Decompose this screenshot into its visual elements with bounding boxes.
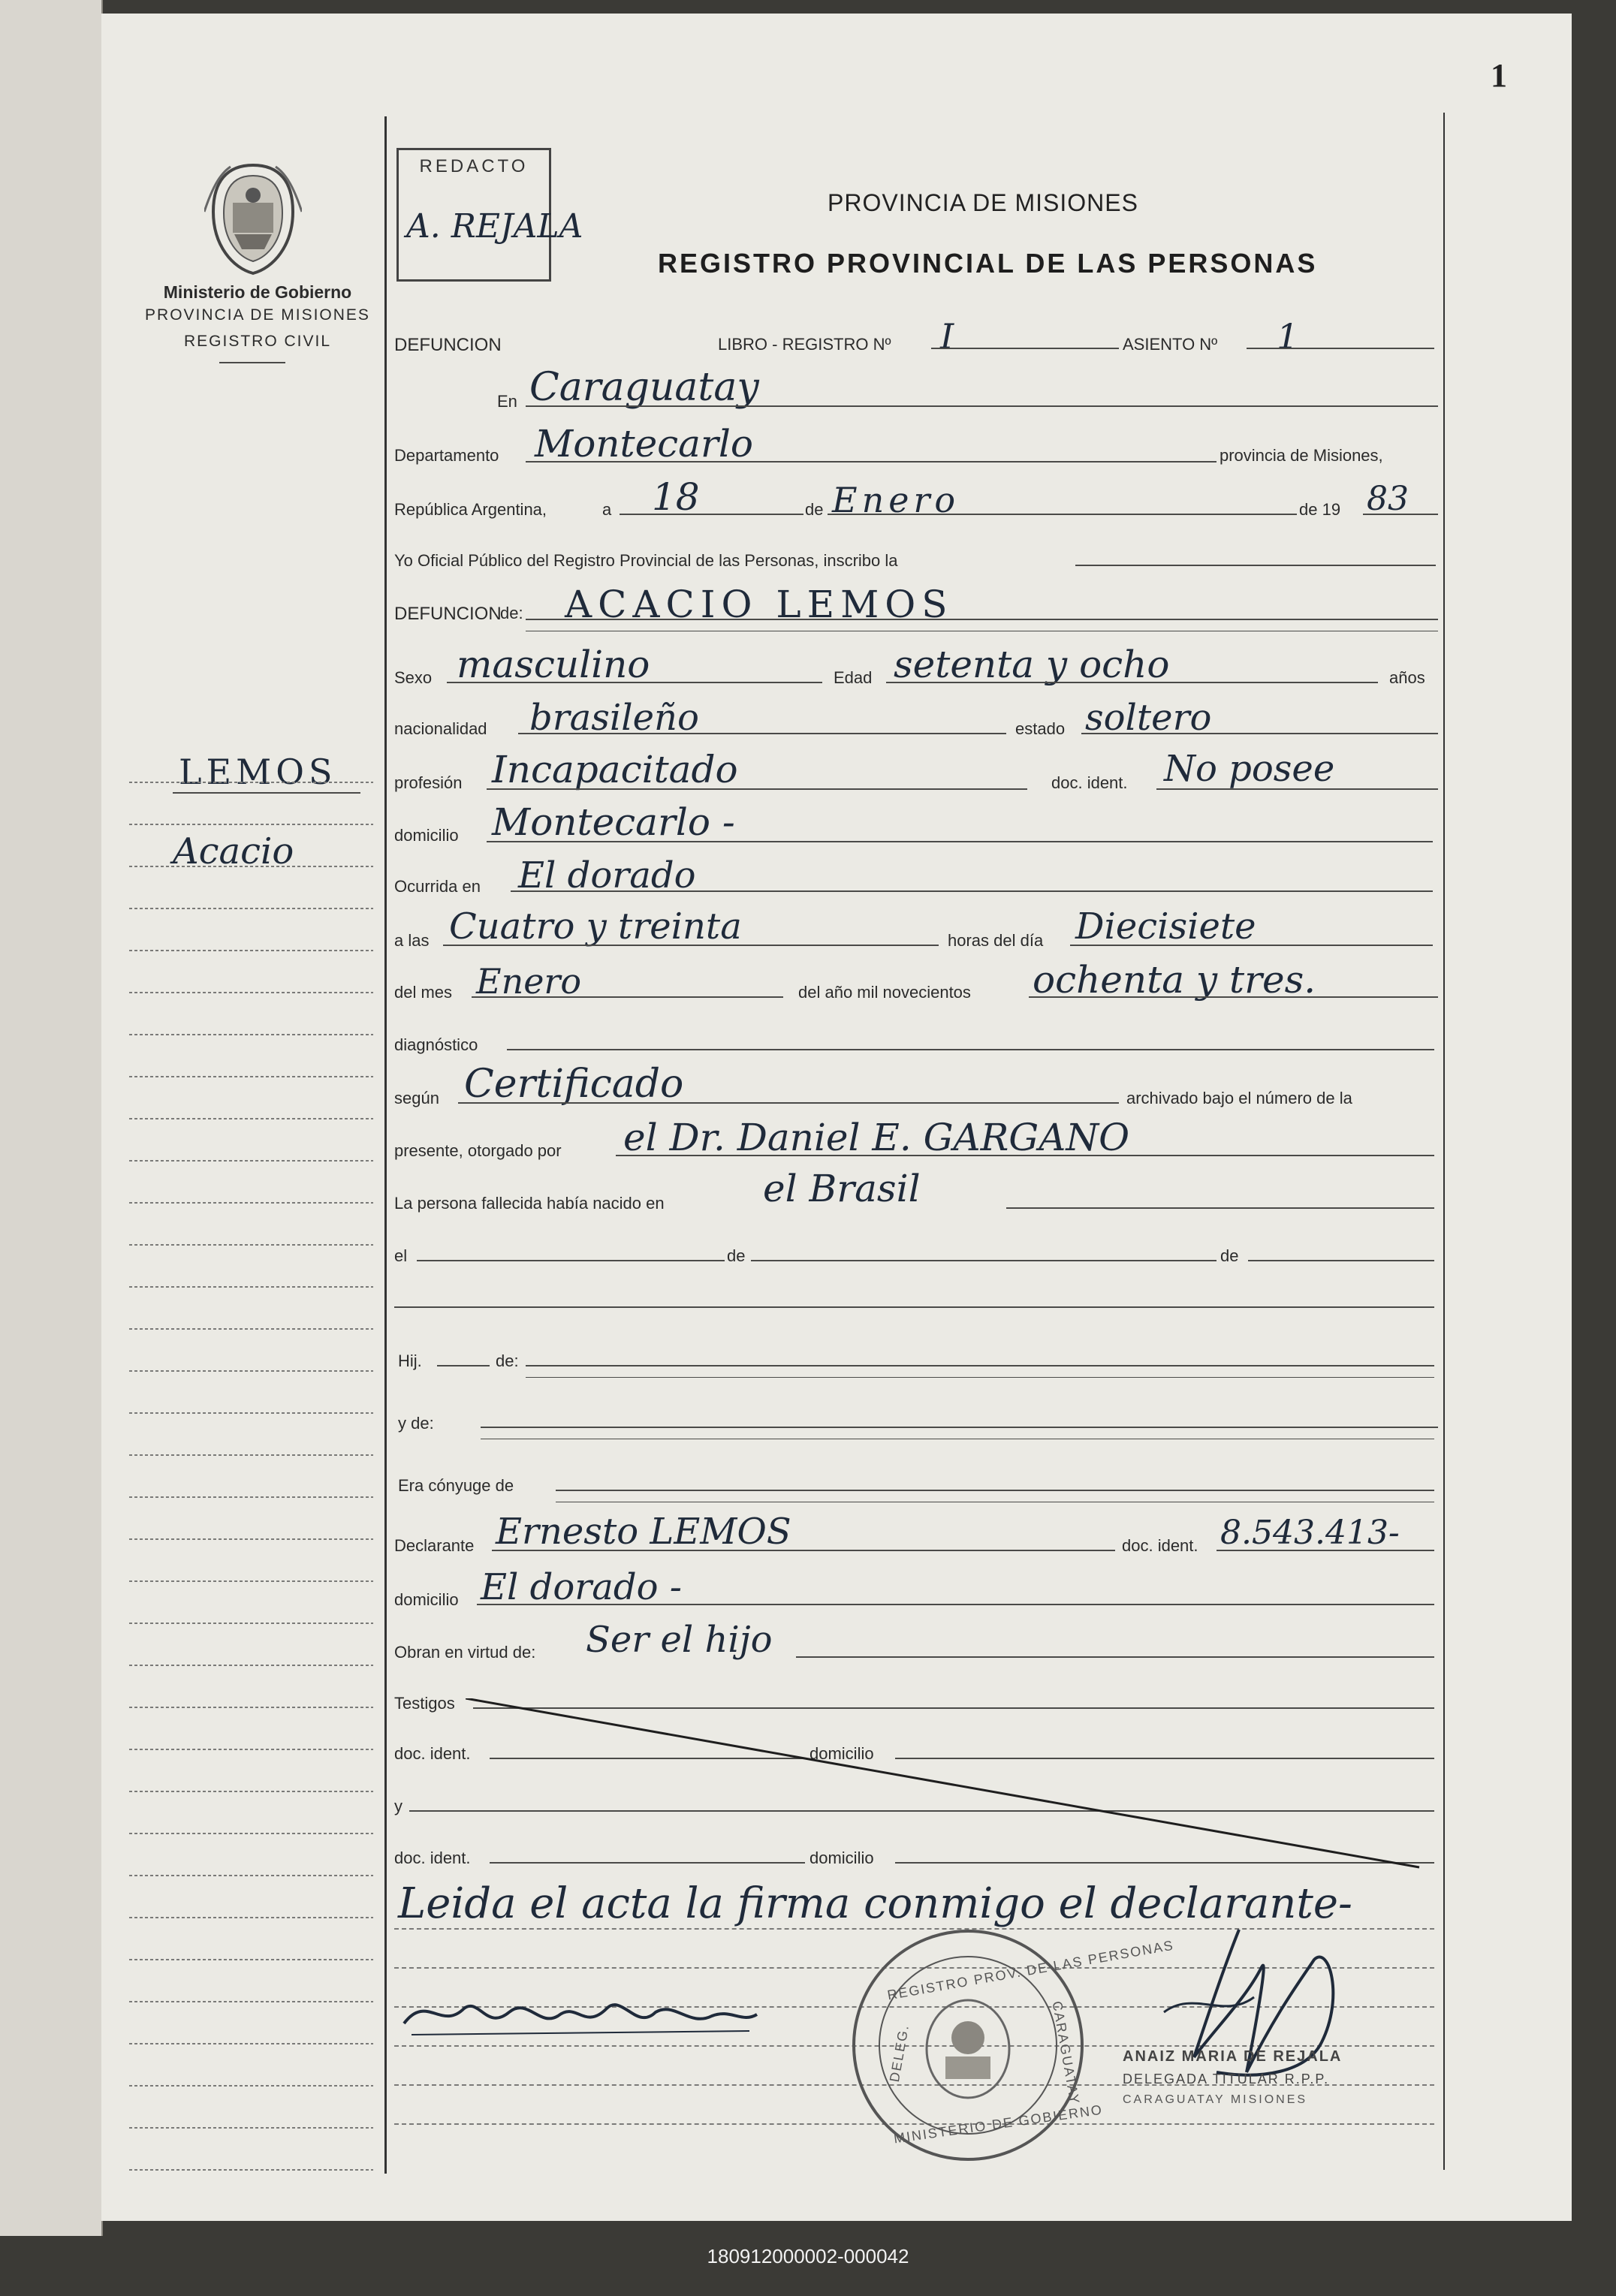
line-declarante bbox=[492, 1550, 1115, 1551]
officer-stamp-line3: CARAGUATAY MISIONES bbox=[1123, 2093, 1308, 2106]
line-el-3 bbox=[1248, 1260, 1434, 1261]
line-ocurrida bbox=[511, 890, 1433, 892]
line-dia-texto bbox=[1070, 945, 1433, 946]
redacto-value: A. REJALA bbox=[406, 207, 583, 246]
value-mes-texto: Enero bbox=[476, 961, 582, 1002]
line-nacido bbox=[1006, 1207, 1434, 1209]
label-testigo-y: y bbox=[394, 1797, 402, 1815]
line-diagnostico bbox=[507, 1049, 1434, 1050]
value-dia: 18 bbox=[652, 475, 700, 519]
label-testigo2-dom: domicilio bbox=[810, 1849, 874, 1867]
asiento-label: ASIENTO Nº bbox=[1123, 335, 1218, 354]
officer-stamp bbox=[1123, 2048, 1423, 2107]
value-nacionalidad: brasileño bbox=[529, 697, 699, 739]
value-anio-texto: ochenta y tres. bbox=[1033, 958, 1316, 1002]
misiones-coat-of-arms-icon bbox=[204, 159, 302, 279]
divider bbox=[219, 362, 285, 363]
line-hij-de-2 bbox=[526, 1377, 1434, 1378]
value-sexo: masculino bbox=[457, 643, 650, 686]
label-testigo2-doc: doc. ident. bbox=[394, 1849, 471, 1867]
line-estado bbox=[1081, 733, 1438, 734]
value-dia-texto: Diecisiete bbox=[1075, 905, 1256, 948]
round-stamp-right: CARAGUATAY bbox=[1049, 1999, 1083, 2107]
label-a: a bbox=[602, 500, 612, 519]
page-number: 1 bbox=[1491, 57, 1507, 94]
round-stamp-bottom: MINISTERIO DE GOBIERNO bbox=[892, 2102, 1104, 2147]
label-defuncion: DEFUNCION bbox=[394, 604, 502, 624]
value-obran: Ser el hijo bbox=[586, 1619, 773, 1661]
label-nacionalidad: nacionalidad bbox=[394, 719, 487, 738]
label-a-las: a las bbox=[394, 931, 430, 950]
line-obran bbox=[796, 1656, 1434, 1658]
line-nombre bbox=[526, 619, 1438, 620]
line-domicilio bbox=[487, 841, 1433, 842]
label-obran: Obran en virtud de: bbox=[394, 1643, 536, 1662]
line-lugar bbox=[526, 405, 1438, 407]
official-round-stamp bbox=[852, 1930, 1176, 2161]
libro-value: I bbox=[940, 316, 954, 357]
value-decl-doc: 8.543.413- bbox=[1220, 1514, 1400, 1552]
line-decl-domicilio bbox=[477, 1604, 1434, 1605]
line-y-de bbox=[481, 1427, 1438, 1428]
value-decl-domicilio: El dorado - bbox=[481, 1566, 682, 1608]
ministry-province: PROVINCIA DE MISIONES bbox=[145, 306, 370, 324]
label-ocurrida: Ocurrida en bbox=[394, 877, 481, 896]
label-en: En bbox=[497, 392, 517, 411]
line-doc bbox=[1156, 788, 1438, 790]
value-declarante: Ernesto LEMOS bbox=[496, 1511, 791, 1553]
value-anio: 83 bbox=[1367, 480, 1409, 518]
round-stamp-top: REGISTRO PROV. DE LAS PERSONAS bbox=[886, 1937, 1176, 2003]
value-departamento: Montecarlo bbox=[535, 422, 753, 466]
redacto-box bbox=[396, 148, 583, 282]
closing-statement: Leida el acta la firma conmigo el declarante- bbox=[398, 1879, 1352, 1928]
left-facing-page bbox=[0, 0, 103, 2236]
line-sexo bbox=[447, 682, 822, 683]
label-defuncion-de: de: bbox=[500, 604, 523, 622]
label-presente: presente, otorgado por bbox=[394, 1141, 562, 1160]
label-estado: estado bbox=[1015, 719, 1066, 738]
line-mes-texto bbox=[472, 996, 783, 998]
label-conyuge: Era cónyuge de bbox=[398, 1476, 514, 1495]
officer-stamp-line2: DELEGADA TITULAR R.P.P. bbox=[1123, 2072, 1330, 2087]
margin-given-name: Acacio bbox=[173, 830, 294, 872]
label-diagnostico: diagnóstico bbox=[394, 1035, 478, 1054]
value-domicilio: Montecarlo - bbox=[492, 800, 735, 844]
line-anio-texto bbox=[1029, 996, 1438, 998]
value-nacido: el Brasil bbox=[763, 1167, 921, 1210]
label-departamento: Departamento bbox=[394, 446, 499, 465]
label-el-de: de bbox=[727, 1246, 746, 1265]
value-hora: Cuatro y treinta bbox=[449, 905, 742, 948]
ministry-name: Ministerio de Gobierno bbox=[163, 282, 352, 302]
cancel-strike-line bbox=[466, 1698, 1434, 1871]
frame-right-line bbox=[1443, 113, 1445, 2170]
label-y-de: y de: bbox=[398, 1414, 434, 1433]
label-testigo1-doc: doc. ident. bbox=[394, 1744, 471, 1763]
page-title: REGISTRO PROVINCIAL DE LAS PERSONAS bbox=[658, 248, 1318, 279]
line-dia bbox=[620, 514, 803, 515]
margin-surname: LEMOS bbox=[179, 752, 337, 792]
value-mes: Enero bbox=[832, 480, 960, 520]
label-domicilio: domicilio bbox=[394, 826, 459, 845]
line-hij-de bbox=[526, 1365, 1434, 1366]
line-hora bbox=[443, 945, 939, 946]
label-de-19: de 19 bbox=[1299, 500, 1341, 519]
label-de: de bbox=[805, 500, 824, 519]
label-edad: Edad bbox=[834, 668, 873, 687]
label-sexo: Sexo bbox=[394, 668, 433, 687]
label-testigo1-dom: domicilio bbox=[810, 1744, 874, 1763]
line-profesion bbox=[487, 788, 1027, 790]
label-oficial: Yo Oficial Público del Registro Provincial de las Personas, inscribo la bbox=[394, 551, 898, 570]
line-blank bbox=[394, 1306, 1434, 1308]
asiento-line bbox=[1247, 348, 1434, 349]
image-id-footer: 180912000002-000042 bbox=[707, 2245, 909, 2267]
line-el-1 bbox=[417, 1260, 725, 1261]
label-republica: República Argentina, bbox=[394, 500, 547, 519]
record-type: DEFUNCION bbox=[394, 335, 502, 355]
label-profesion: profesión bbox=[394, 773, 463, 792]
label-declarante: Declarante bbox=[394, 1536, 475, 1555]
label-del-mes: del mes bbox=[394, 983, 453, 1002]
value-lugar: Caraguatay bbox=[529, 365, 759, 410]
frame-left-line bbox=[384, 116, 387, 2174]
label-el-de-2: de bbox=[1220, 1246, 1239, 1265]
label-segun: según bbox=[394, 1089, 439, 1107]
value-profesion: Incapacitado bbox=[492, 748, 738, 791]
province-heading: PROVINCIA DE MISIONES bbox=[828, 189, 1138, 216]
value-edad: setenta y ocho bbox=[894, 643, 1170, 686]
value-ocurrida: El dorado bbox=[518, 854, 696, 896]
libro-label: LIBRO - REGISTRO Nº bbox=[718, 335, 891, 354]
label-provincia: provincia de Misiones, bbox=[1220, 446, 1383, 465]
value-estado: soltero bbox=[1085, 697, 1212, 739]
ministry-registry: REGISTRO CIVIL bbox=[183, 333, 332, 350]
label-testigos: Testigos bbox=[394, 1694, 455, 1713]
line-nacionalidad bbox=[518, 733, 1006, 734]
label-hij: Hij. bbox=[398, 1351, 422, 1370]
redacto-label: REDACTO bbox=[419, 156, 529, 176]
label-decl-doc: doc. ident. bbox=[1122, 1536, 1198, 1555]
round-stamp-left: DELEG. bbox=[886, 2023, 912, 2084]
line-anio bbox=[1363, 514, 1438, 515]
line-medico bbox=[616, 1155, 1434, 1156]
label-anio-mil: del año mil novecientos bbox=[798, 983, 971, 1002]
declarante-signature bbox=[396, 1978, 764, 2046]
label-horas-dia: horas del día bbox=[948, 931, 1044, 950]
line-decl-doc bbox=[1217, 1550, 1434, 1551]
value-segun: Certificado bbox=[464, 1062, 684, 1107]
label-decl-domicilio: domicilio bbox=[394, 1590, 459, 1609]
label-anos: años bbox=[1389, 668, 1425, 687]
line-departamento bbox=[526, 461, 1217, 463]
libro-line bbox=[931, 348, 1119, 349]
officer-stamp-line1: ANAIZ MARIA DE REJALA bbox=[1123, 2048, 1343, 2065]
margin-ruled-lines bbox=[129, 781, 373, 2177]
value-doc: No posee bbox=[1164, 748, 1335, 790]
line-conyuge bbox=[556, 1490, 1434, 1491]
line-hij bbox=[437, 1365, 490, 1366]
value-nombre: ACACIO LEMOS bbox=[565, 583, 954, 626]
value-medico: el Dr. Daniel E. GARGANO bbox=[623, 1116, 1130, 1159]
label-doc: doc. ident. bbox=[1051, 773, 1128, 792]
label-el: el bbox=[394, 1246, 408, 1265]
asiento-value: 1 bbox=[1277, 316, 1299, 357]
line-edad bbox=[886, 682, 1378, 683]
label-archivado: archivado bajo el número de la bbox=[1126, 1089, 1352, 1107]
line-segun bbox=[458, 1102, 1119, 1104]
line-mes bbox=[828, 514, 1297, 515]
label-hij-de: de: bbox=[496, 1351, 519, 1370]
label-nacido: La persona fallecida había nacido en bbox=[394, 1194, 665, 1213]
line-oficial bbox=[1075, 565, 1436, 566]
line-el-2 bbox=[751, 1260, 1217, 1261]
